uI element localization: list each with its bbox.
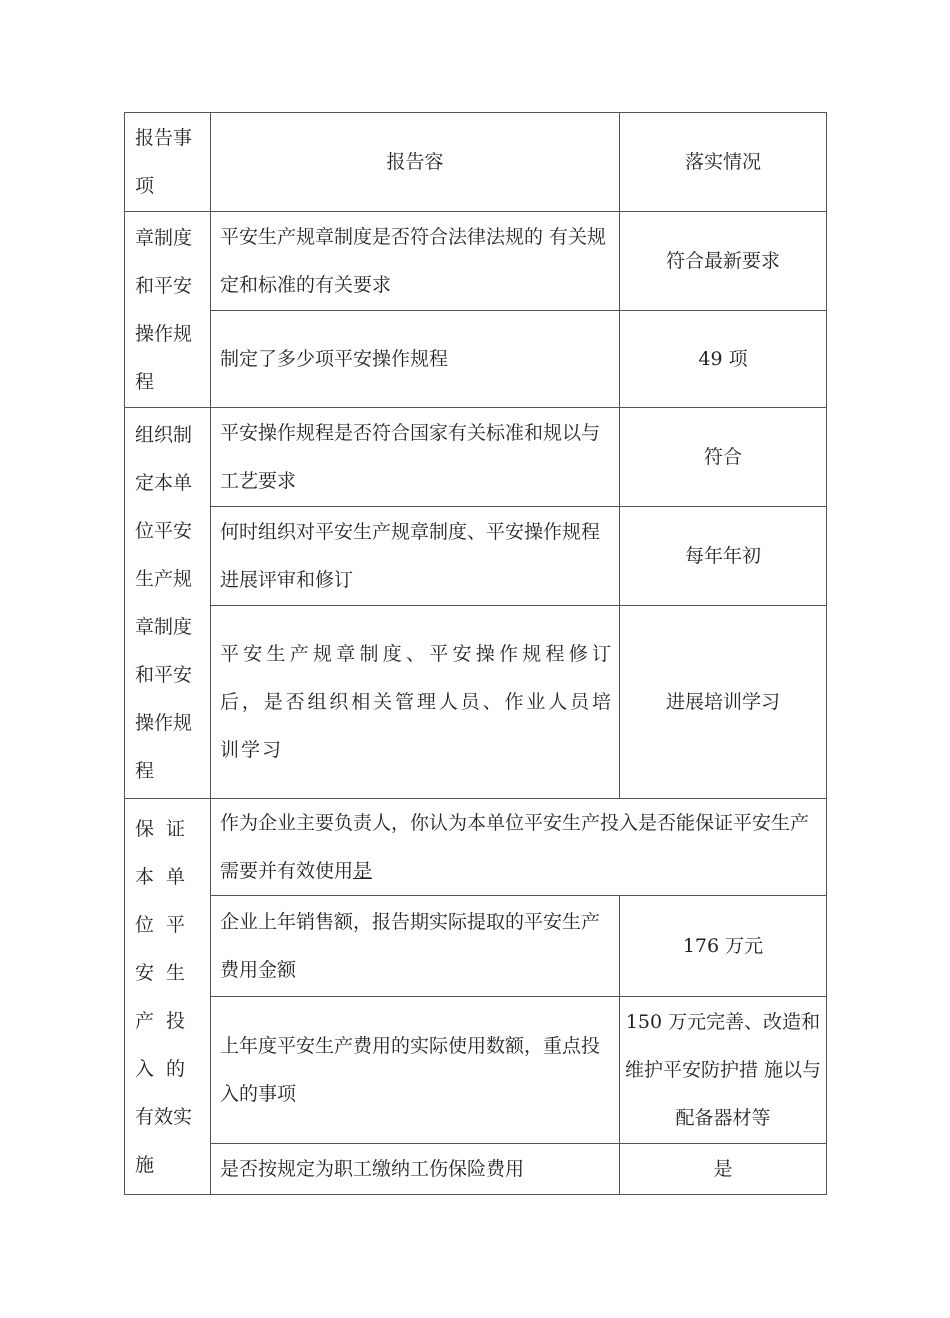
item-cell: 制定了多少项平安操作规程 <box>211 311 620 408</box>
result-cell: 每年年初 <box>620 507 827 606</box>
header-implementation: 落实情况 <box>620 113 827 212</box>
result-cell: 符合最新要求 <box>620 212 827 311</box>
table-row <box>125 1144 827 1195</box>
header-report-content: 报告容 <box>211 113 620 212</box>
result-cell: 176 万元 <box>620 896 827 997</box>
table-row <box>125 997 827 1144</box>
table-row <box>125 311 827 408</box>
category-cell <box>125 799 211 1195</box>
table-row <box>125 896 827 997</box>
question-answer: 是 <box>353 860 373 882</box>
table-row <box>125 507 827 606</box>
report-table <box>124 112 827 1195</box>
category-spread-text: 保证本单位平安生产投入的 <box>135 817 198 1080</box>
item-cell: 平安生产规章制度、平安操作规程修订后，是否组织相关管理人员、作业人员培训学习 <box>211 606 620 799</box>
category-cell: 组织制定本单位平安生产规章制度和平安操作规程 <box>125 408 211 799</box>
item-cell: 是否按规定为职工缴纳工伤保险费用 <box>211 1144 620 1195</box>
table-row <box>125 212 827 311</box>
table-row <box>125 408 827 507</box>
item-cell: 何时组织对平安生产规章制度、平安操作规程进展评审和修订 <box>211 507 620 606</box>
result-cell: 进展培训学习 <box>620 606 827 799</box>
item-cell: 平安生产规章制度是否符合法律法规的 有关规定和标准的有关要求 <box>211 212 620 311</box>
result-cell: 是 <box>620 1144 827 1195</box>
table-row <box>125 799 827 896</box>
header-report-item: 报告事项 <box>125 113 211 212</box>
question-text: 作为企业主要负责人，你认为本单位平安生产投入是否能保证平安生产需要并有效使用 <box>220 812 810 882</box>
category-cell: 章制度和平安操作规程 <box>125 212 211 408</box>
item-cell: 企业上年销售额，报告期实际提取的平安生产费用金额 <box>211 896 620 997</box>
item-cell: 平安操作规程是否符合国家有关标准和规以与工艺要求 <box>211 408 620 507</box>
table-row <box>125 606 827 799</box>
result-cell: 150 万元完善、改造和维护平安防护措 施以与配备器材等 <box>620 997 827 1144</box>
result-cell: 49 项 <box>620 311 827 408</box>
question-cell <box>211 799 827 896</box>
item-cell: 上年度平安生产费用的实际使用数额，重点投入的事项 <box>211 997 620 1144</box>
header-row <box>125 113 827 212</box>
result-cell: 符合 <box>620 408 827 507</box>
category-tail-text: 有效实施 <box>135 1105 193 1176</box>
